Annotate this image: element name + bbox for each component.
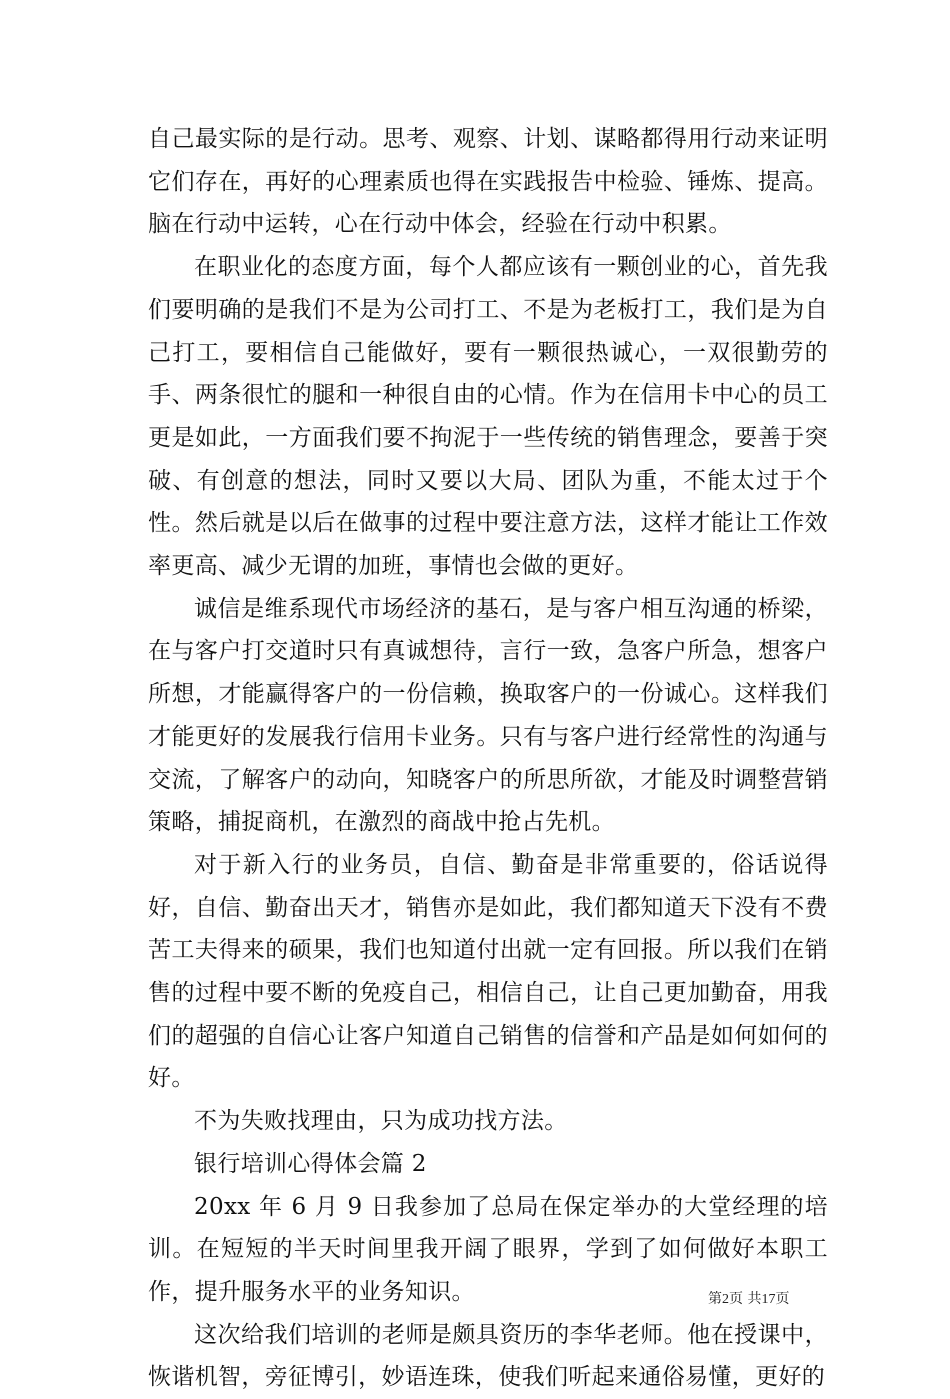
document-body	[148, 118, 828, 1399]
footer-prefix: 第	[708, 1291, 722, 1307]
section-heading: 银行培训心得体会篇 2	[194, 1150, 427, 1177]
footer-middle: 页 共	[729, 1291, 762, 1307]
paragraph-5: 不为失败找理由，只为成功找方法。	[194, 1108, 568, 1135]
current-page-number: 2	[722, 1292, 729, 1307]
footer-suffix: 页	[775, 1291, 790, 1307]
paragraph-4: 对于新入行的业务员，自信、勤奋是非常重要的，俗话说得好，自信、勤奋出天才，销售亦是如此，我们都知道天下没有不费苦工夫得来的硕果，我们也知道付出就一定有回报。所以我们在销售的过程中要不断的免疫自己，相信自己，让自己更加勤奋，用我们的超强的自信心让客户知道自己销售的信誉和产品是如何如何的好。	[148, 851, 828, 1092]
page-number-footer	[708, 1290, 789, 1309]
paragraph-7: 20xx 年 6 月 9 日我参加了总局在保定举办的大堂经理的培训。在短短的半天时间里我开阔了眼界，学到了如何做好本职工作，提升服务水平的业务知识。	[148, 1193, 828, 1305]
total-pages-number: 17	[761, 1292, 776, 1307]
paragraph-8: 这次给我们培训的老师是颇具资历的李华老师。他在授课中，恢谐机智，旁征博引，妙语连珠，使我们听起来通俗易懂，更好的	[148, 1321, 828, 1391]
paragraph-1: 自己最实际的是行动。思考、观察、计划、谋略都得用行动来证明它们存在，再好的心理素质也得在实践报告中检验、锤炼、提高。脑在行动中运转，心在行动中体会，经验在行动中积累。	[148, 126, 828, 238]
paragraph-2: 在职业化的态度方面，每个人都应该有一颗创业的心，首先我们要明确的是我们不是为公司打工、不是为老板打工，我们是为自己打工，要相信自己能做好，要有一颗很热诚心，一双很勤劳的手、两条很忙的腿和一种很自由的心情。作为在信用卡中心的员工更是如此，一方面我们要不拘泥于一些传统的销售理念，要善于突破、有创意的想法，同时又要以大局、团队为重，不能太过于个性。然后就是以后在做事的过程中要注意方法，这样才能让工作效率更高、减少无谓的加班，事情也会做的更好。	[148, 254, 828, 580]
paragraph-3: 诚信是维系现代市场经济的基石，是与客户相互沟通的桥梁，在与客户打交道时只有真诚想待，言行一致，急客户所急，想客户所想，才能赢得客户的一份信赖，换取客户的一份诚心。这样我们才能更好的发展我行信用卡业务。只有与客户进行经常性的沟通与交流，了解客户的动向，知晓客户的所思所欲，才能及时调整营销策略，捕捉商机，在激烈的商战中抢占先机。	[148, 595, 828, 836]
